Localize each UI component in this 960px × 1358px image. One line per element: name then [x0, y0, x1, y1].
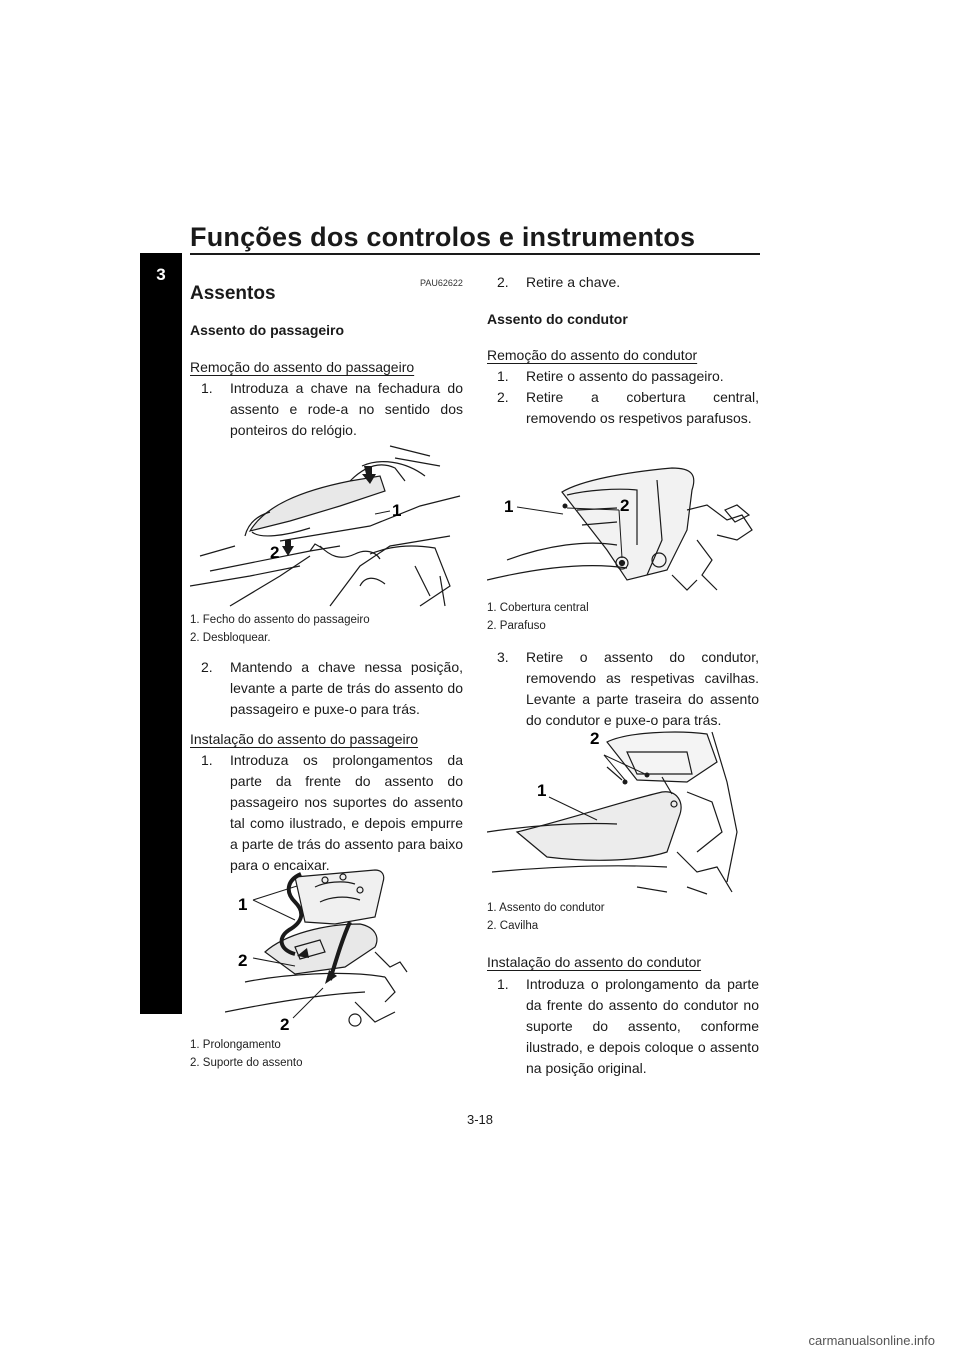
step-text: Retire o assento do passageiro. — [526, 368, 724, 384]
fig1-callout-1: 1 — [392, 501, 402, 520]
fig3-callout-2: 2 — [620, 496, 630, 515]
step-number: 3. — [497, 649, 509, 665]
passenger-seat-removal-title: Remoção do assento do passageiro — [190, 359, 415, 375]
step-number: 2. — [497, 274, 509, 290]
passenger-removal-step-2 — [201, 657, 463, 723]
fig4-callout-2: 2 — [590, 729, 600, 748]
step-text: Retire o assento do condutor, removendo as respetivas cavilhas. Levante a parte traseira do assento do condutor e puxe-o para trás. — [526, 649, 759, 728]
step-text: Introduza a chave na fechadura do assento e rode-a no sentido dos ponteiros do relógio. — [230, 380, 463, 438]
fig1-callout-2: 2 — [270, 543, 280, 562]
figure-passenger-seat-installation — [225, 862, 415, 1032]
figure-center-cover — [487, 450, 762, 598]
step-number: 2. — [201, 659, 213, 675]
passenger-seat-install-title: Instalação do assento do passageiro — [190, 731, 419, 747]
step-number: 2. — [497, 389, 509, 405]
page-header-title: Funções dos controlos e instrumentos — [190, 222, 696, 252]
document-code: PAU62622 — [420, 278, 463, 288]
fig1-caption-2: 2. Desbloquear. — [190, 632, 271, 644]
chapter-tab-number: 3 — [156, 265, 166, 284]
fig2-callout-1: 1 — [238, 895, 248, 914]
subsection-rider-seat: Assento do condutor — [487, 311, 628, 327]
fig4-callout-1: 1 — [537, 781, 547, 800]
step-text: Mantendo a chave nessa posição, levante a parte de trás do assento do passageiro e puxe-o para trás. — [230, 659, 463, 717]
rider-removal-step-1 — [497, 366, 759, 388]
step-text: Retire a chave. — [526, 274, 621, 290]
step-text: Introduza os prolongamentos da parte da frente do assento do passageiro nos suportes do assento tal como ilustrado, e depois empurre a parte de trás do assento para baixo para o encaixar. — [230, 752, 463, 873]
section-title: Assentos — [190, 283, 276, 304]
fig3-caption-2: 2. Parafuso — [487, 620, 546, 632]
fig2-caption-2: 2. Suporte do assento — [190, 1057, 303, 1069]
subsection-passenger-seat: Assento do passageiro — [190, 322, 345, 338]
passenger-removal-step-1 — [201, 378, 463, 444]
figure-rider-seat — [487, 722, 762, 897]
header-rule — [190, 253, 760, 255]
figure-passenger-seat-lock — [190, 436, 465, 611]
fig1-caption-1: 1. Fecho do assento do passageiro — [190, 614, 370, 626]
step-number: 1. — [497, 368, 509, 384]
step-number: 1. — [497, 976, 509, 992]
fig4-caption-1: 1. Assento do condutor — [487, 902, 605, 914]
fig2-caption-1: 1. Prolongamento — [190, 1039, 281, 1051]
rider-seat-removal-title: Remoção do assento do condutor — [487, 347, 698, 363]
watermark: carmanualsonline.info — [808, 1333, 935, 1348]
rider-removal-step-2 — [497, 387, 759, 431]
fig2-callout-2b: 2 — [280, 1015, 290, 1032]
rider-install-step-1 — [497, 974, 759, 1076]
passenger-removal-step-2-cont — [497, 272, 759, 294]
rider-seat-install-title: Instalação do assento do condutor — [487, 954, 702, 970]
step-text: Introduza o prolongamento da parte da frente do assento do condutor no suporte do assento, conforme ilustrado, e depois coloque o assento na posição original. — [526, 976, 759, 1076]
fig4-caption-2: 2. Cavilha — [487, 920, 539, 932]
page-number: 3-18 — [466, 1112, 494, 1127]
step-text: Retire a cobertura central, removendo os respetivos parafusos. — [526, 389, 759, 426]
step-number: 1. — [201, 380, 213, 396]
step-number: 1. — [201, 752, 213, 768]
fig3-caption-1: 1. Cobertura central — [487, 602, 589, 614]
chapter-tab — [140, 253, 182, 1014]
passenger-install-step-1 — [201, 750, 463, 873]
fig3-callout-1: 1 — [504, 497, 514, 516]
fig2-callout-2a: 2 — [238, 951, 248, 970]
